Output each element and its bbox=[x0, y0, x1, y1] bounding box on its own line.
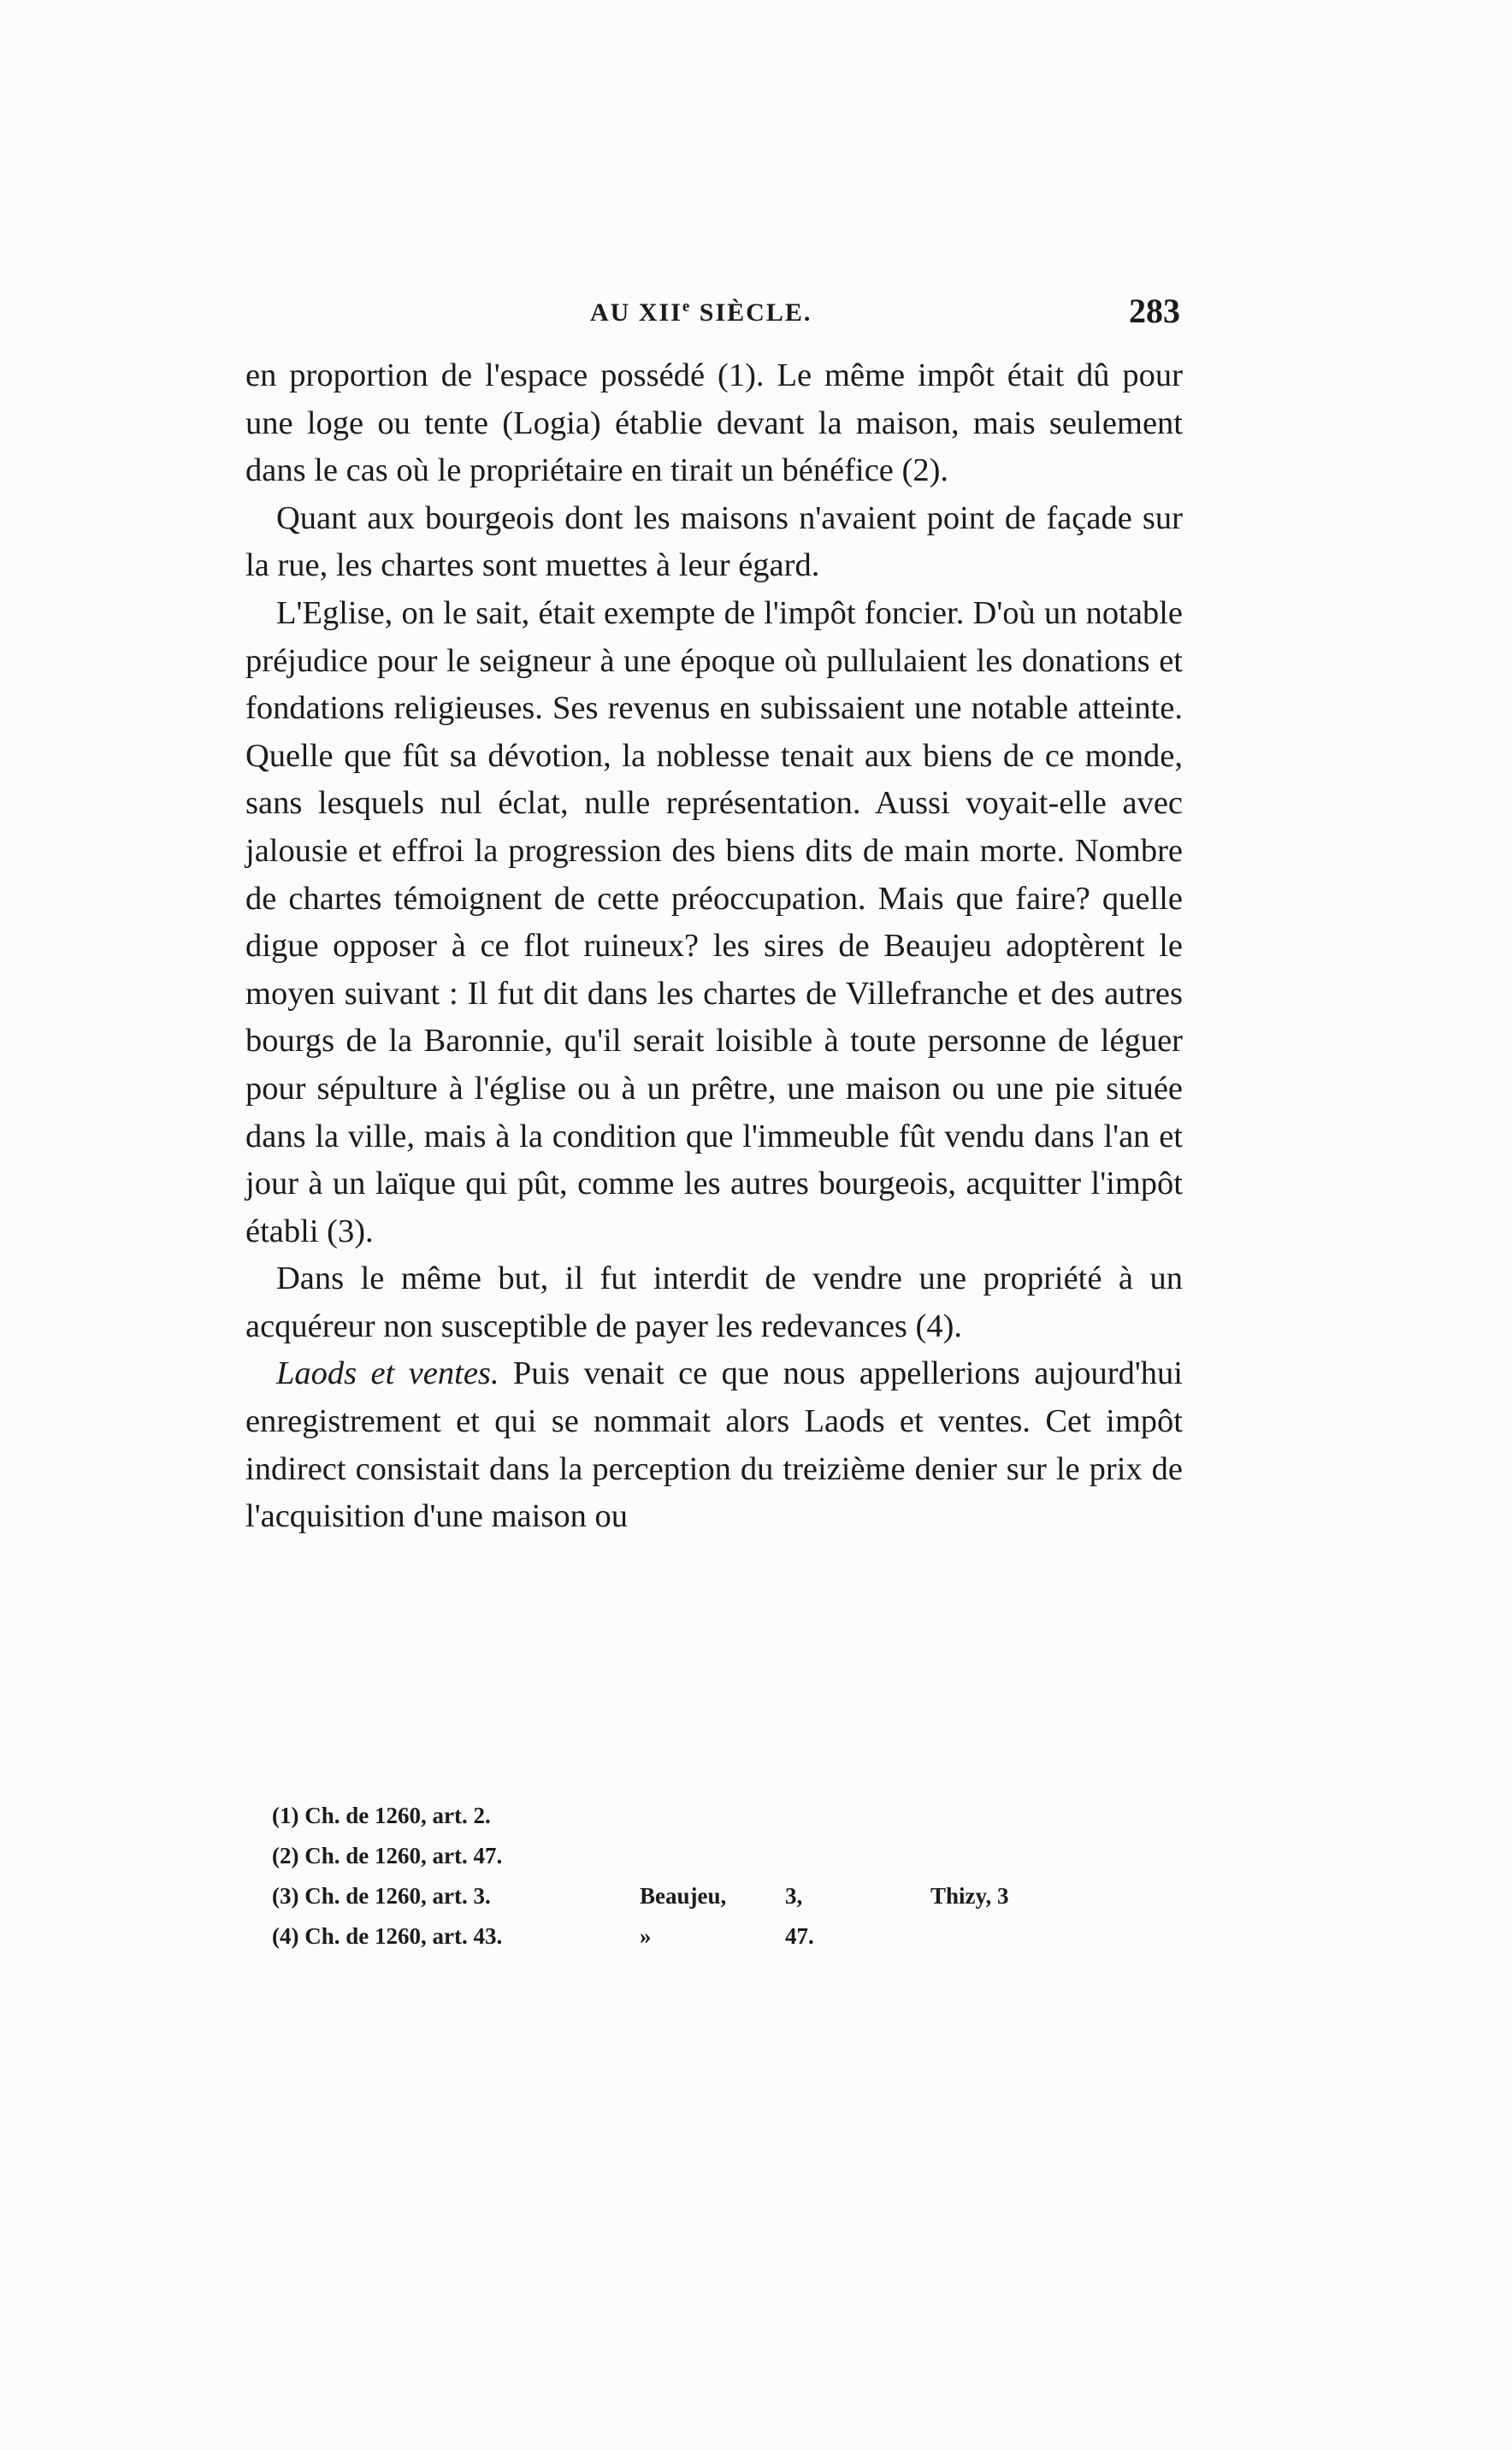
footnote bbox=[272, 1916, 1093, 1957]
section-title: Laods et ventes. bbox=[276, 1355, 499, 1392]
paragraph-laods bbox=[245, 1350, 1183, 1540]
footnote bbox=[272, 1876, 1093, 1916]
paragraph: en proportion de l'espace possédé (1). Le même impôt était dû pour une loge ou tente (Logia) établie devant la maison, mais seulement dans le cas où le propriétaire en tirait un bénéfice (2). bbox=[245, 357, 1183, 489]
footnote bbox=[272, 1796, 1093, 1836]
paragraph-text: Puis venait ce que nous appellerions aujourd'hui enregistrement et qui se nommait alors Laods et ventes. Cet impôt indirect consistait dans la perception du treizième denier sur le prix de l'acquisition d'une maison ou bbox=[245, 1355, 1183, 1535]
paragraph: Quant aux bourgeois dont les maisons n'avaient point de façade sur la rue, les chartes sont muettes à leur égard. bbox=[245, 499, 1183, 584]
footnote-ref-ditto: » bbox=[640, 1923, 652, 1949]
footnote-ref-number: 47. bbox=[785, 1923, 814, 1949]
footnote-ref-place: Beaujeu, bbox=[640, 1883, 727, 1909]
paragraph: Dans le même but, il fut interdit de vendre une propriété à un acquéreur non susceptible de payer les redevances (4). bbox=[245, 1260, 1183, 1344]
footnote-text: (2) Ch. de 1260, art. 47. bbox=[272, 1843, 503, 1868]
page-header bbox=[248, 291, 1180, 342]
footnote-text: (1) Ch. de 1260, art. 2. bbox=[272, 1803, 491, 1828]
footnote-ref-extra: Thizy, 3 bbox=[930, 1883, 1009, 1909]
footnote bbox=[272, 1836, 1093, 1876]
page-number: 283 bbox=[1129, 292, 1180, 330]
footnote-text: (3) Ch. de 1260, art. 3. bbox=[272, 1883, 491, 1909]
footnote-text: (4) Ch. de 1260, art. 43. bbox=[272, 1923, 503, 1949]
paragraph: L'Eglise, on le sait, était exempte de l'impôt foncier. D'où un notable préjudice pour le seigneur à une époque où pullulaient les donations et fondations religieuses. Ses revenus en subissaient une notable atteinte. Quelle que fût sa dévotion, la noblesse tenait aux biens de ce monde, sans lesquels nul éclat, nulle représentation. Aussi voyait-elle avec jalousie et effroi la progression des biens dits de main morte. Nombre de chartes témoignent de cette préoccupation. Mais que faire? quelle digue opposer à ce flot ruineux? les sires de Beaujeu adoptèrent le moyen suivant : Il fut dit dans les chartes de Villefranche et des autres bourgs de la Baronnie, qu'il serait loisible à toute personne de léguer pour sépulture à l'église ou à un prêtre, une maison ou une pie située dans la ville, mais à la condition que l'immeuble fût vendu dans l'an et jour à un laïque qui pût, comme les autres bourgeois, acquitter l'impôt établi (3). bbox=[245, 594, 1183, 1249]
body-text bbox=[245, 352, 1183, 1541]
running-head: AU XIIe SIÈCLE. bbox=[590, 298, 812, 327]
footnotes bbox=[272, 1796, 1093, 1957]
footnote-ref-number: 3, bbox=[785, 1883, 803, 1909]
